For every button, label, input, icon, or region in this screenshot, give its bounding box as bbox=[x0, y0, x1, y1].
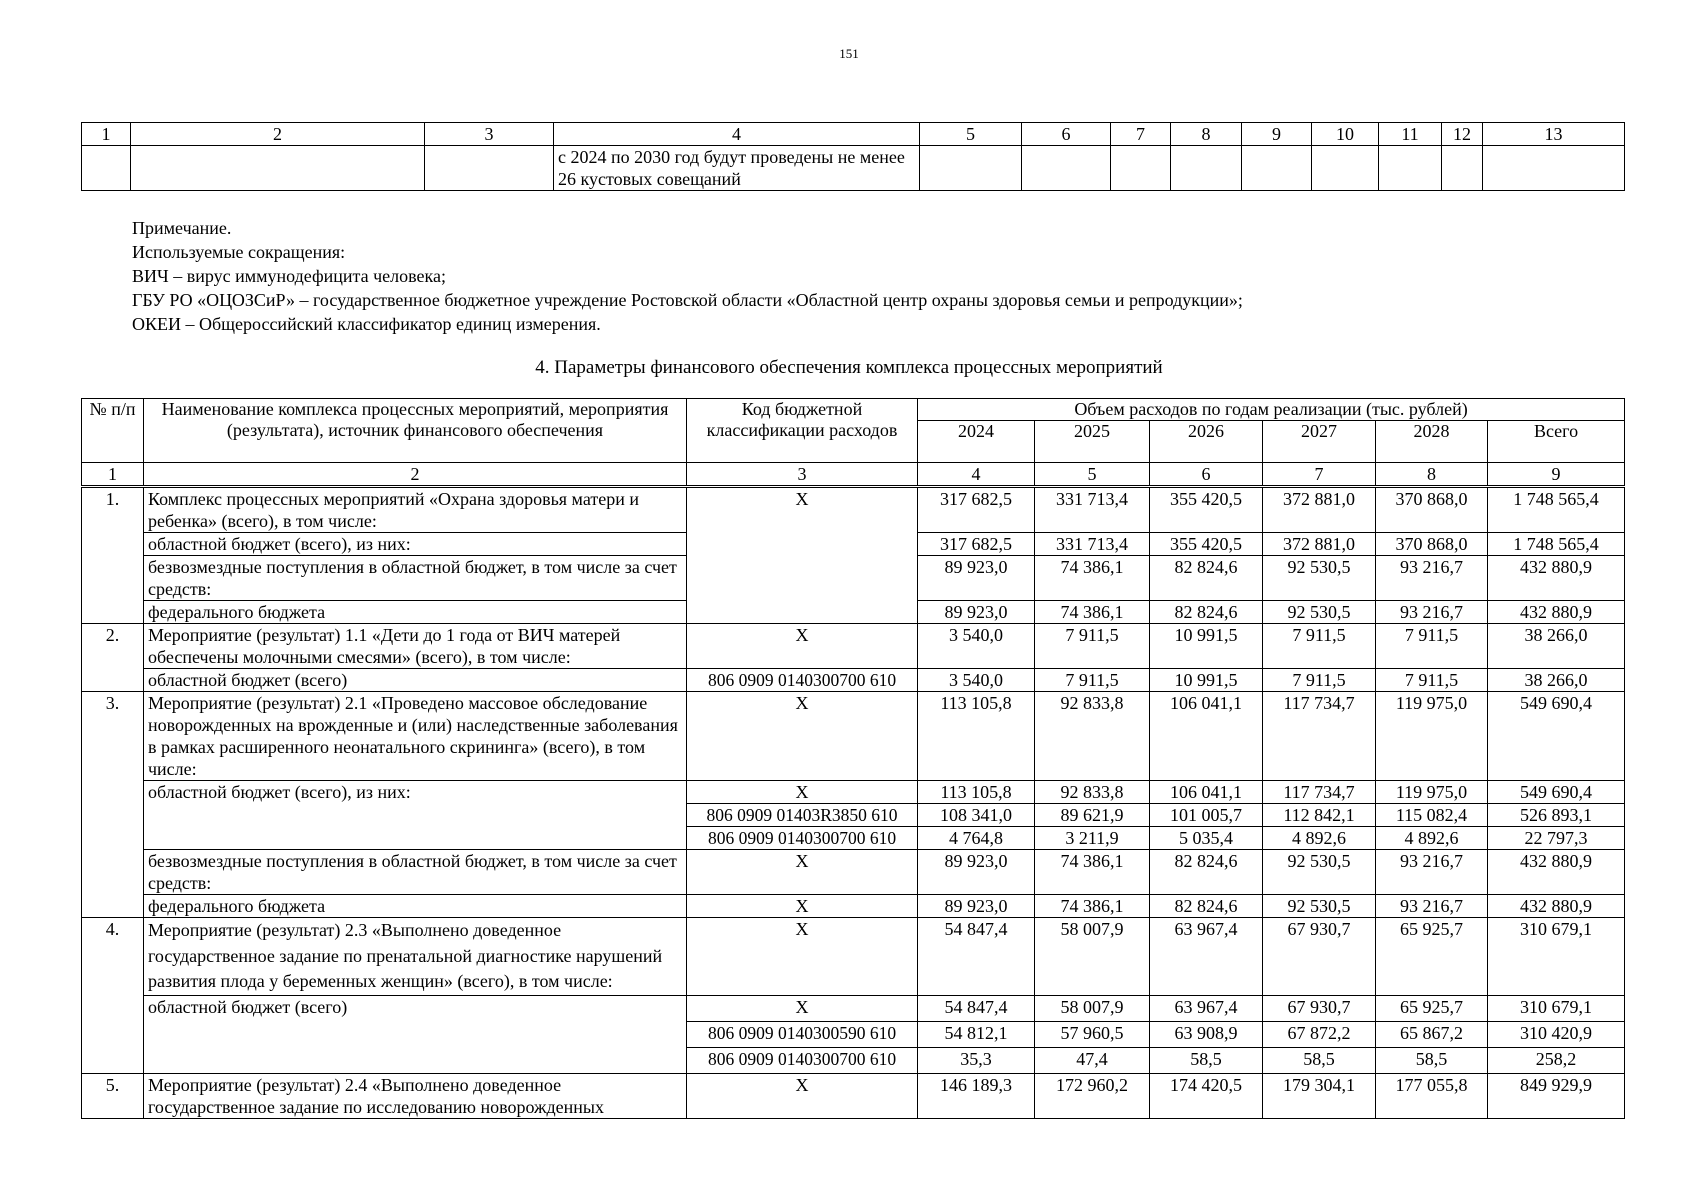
total-cell: 310 679,1 bbox=[1488, 918, 1625, 996]
result-text-cell: с 2024 по 2030 год будут проведены не менее 26 кустовых совещаний bbox=[554, 146, 920, 191]
row-code: Х bbox=[687, 995, 918, 1021]
row-code: 806 0909 0140300700 610 bbox=[687, 1047, 918, 1073]
value-cell: 112 842,1 bbox=[1263, 804, 1376, 827]
value-cell: 355 420,5 bbox=[1150, 533, 1263, 556]
cell bbox=[1022, 146, 1111, 191]
row-name: Мероприятие (результат) 2.4 «Выполнено доведенное государственное задание по исследованию новорожденных bbox=[144, 1073, 687, 1118]
value-cell: 3 540,0 bbox=[918, 624, 1035, 669]
table-row bbox=[82, 895, 1625, 918]
row-number: 3. bbox=[82, 692, 144, 918]
note-line: Используемые сокращения: bbox=[132, 242, 346, 262]
column-number: 7 bbox=[1111, 123, 1171, 146]
row-code: Х bbox=[687, 1073, 918, 1118]
table-row bbox=[82, 850, 1625, 895]
value-cell: 113 105,8 bbox=[918, 692, 1035, 781]
column-number: 11 bbox=[1379, 123, 1442, 146]
value-cell: 74 386,1 bbox=[1035, 556, 1150, 601]
column-index: 8 bbox=[1376, 463, 1488, 487]
cell bbox=[425, 146, 554, 191]
value-cell: 63 908,9 bbox=[1150, 1021, 1263, 1047]
value-cell: 370 868,0 bbox=[1376, 533, 1488, 556]
value-cell: 4 892,6 bbox=[1263, 827, 1376, 850]
value-cell: 355 420,5 bbox=[1150, 487, 1263, 533]
value-cell: 108 341,0 bbox=[918, 804, 1035, 827]
value-cell: 74 386,1 bbox=[1035, 601, 1150, 624]
cell bbox=[1111, 146, 1171, 191]
total-cell: 22 797,3 bbox=[1488, 827, 1625, 850]
value-cell: 106 041,1 bbox=[1150, 692, 1263, 781]
value-cell: 4 892,6 bbox=[1376, 827, 1488, 850]
value-cell: 92 530,5 bbox=[1263, 850, 1376, 895]
value-cell: 65 925,7 bbox=[1376, 918, 1488, 996]
value-cell: 101 005,7 bbox=[1150, 804, 1263, 827]
value-cell: 117 734,7 bbox=[1263, 781, 1376, 804]
column-number: 13 bbox=[1483, 123, 1625, 146]
value-cell: 82 824,6 bbox=[1150, 601, 1263, 624]
note-line: ГБУ РО «ОЦОЗСиР» – государственное бюджетное учреждение Ростовской области «Областной центр охраны здоровья семьи и репродукции»; bbox=[132, 290, 1243, 310]
value-cell: 65 925,7 bbox=[1376, 995, 1488, 1021]
value-cell: 146 189,3 bbox=[918, 1073, 1035, 1118]
value-cell: 74 386,1 bbox=[1035, 895, 1150, 918]
financial-table bbox=[81, 398, 1625, 1119]
column-index: 6 bbox=[1150, 463, 1263, 487]
value-cell: 92 530,5 bbox=[1263, 895, 1376, 918]
table-row bbox=[82, 1073, 1625, 1118]
value-cell: 65 867,2 bbox=[1376, 1021, 1488, 1047]
value-cell: 93 216,7 bbox=[1376, 556, 1488, 601]
value-cell: 3 540,0 bbox=[918, 669, 1035, 692]
column-number: 8 bbox=[1171, 123, 1242, 146]
column-index: 9 bbox=[1488, 463, 1625, 487]
note-heading: Примечание. bbox=[132, 218, 232, 238]
total-cell: 1 748 565,4 bbox=[1488, 487, 1625, 533]
cell bbox=[1442, 146, 1483, 191]
column-index: 2 bbox=[144, 463, 687, 487]
row-name: областной бюджет (всего) bbox=[144, 669, 687, 692]
value-cell: 372 881,0 bbox=[1263, 533, 1376, 556]
value-cell: 5 035,4 bbox=[1150, 827, 1263, 850]
value-cell: 47,4 bbox=[1035, 1047, 1150, 1073]
total-cell: 526 893,1 bbox=[1488, 804, 1625, 827]
notes-block bbox=[132, 216, 1243, 336]
value-cell: 317 682,5 bbox=[918, 533, 1035, 556]
header-total: Всего bbox=[1488, 421, 1625, 463]
value-cell: 92 833,8 bbox=[1035, 692, 1150, 781]
continuation-header-row bbox=[82, 123, 1625, 146]
column-number: 12 bbox=[1442, 123, 1483, 146]
value-cell: 7 911,5 bbox=[1376, 624, 1488, 669]
header-year: 2025 bbox=[1035, 421, 1150, 463]
row-code: Х bbox=[687, 692, 918, 781]
cell bbox=[82, 146, 131, 191]
value-cell: 67 930,7 bbox=[1263, 995, 1376, 1021]
total-cell: 849 929,9 bbox=[1488, 1073, 1625, 1118]
cell bbox=[1312, 146, 1379, 191]
value-cell: 58,5 bbox=[1263, 1047, 1376, 1073]
value-cell: 35,3 bbox=[918, 1047, 1035, 1073]
value-cell: 113 105,8 bbox=[918, 781, 1035, 804]
column-index: 3 bbox=[687, 463, 918, 487]
row-name: Комплекс процессных мероприятий «Охрана здоровья матери и ребенка» (всего), в том числе: bbox=[144, 487, 687, 533]
header-year: 2027 bbox=[1263, 421, 1376, 463]
cell bbox=[131, 146, 425, 191]
value-cell: 74 386,1 bbox=[1035, 850, 1150, 895]
row-name: Мероприятие (результат) 2.3 «Выполнено доведенное государственное задание по пренатальной диагностике нарушений развития плода у беременных женщин» (всего), в том числе: bbox=[144, 918, 687, 996]
total-cell: 549 690,4 bbox=[1488, 692, 1625, 781]
value-cell: 317 682,5 bbox=[918, 487, 1035, 533]
row-code: Х bbox=[687, 850, 918, 895]
row-name: Мероприятие (результат) 2.1 «Проведено массовое обследование новорожденных на врожденные и (или) наследственные заболевания в рамках расширенного неонатального скрининга» (всего), в том числе: bbox=[144, 692, 687, 781]
header-code: Код бюджетной классификации расходов bbox=[687, 399, 918, 463]
total-cell: 432 880,9 bbox=[1488, 895, 1625, 918]
value-cell: 4 764,8 bbox=[918, 827, 1035, 850]
value-cell: 172 960,2 bbox=[1035, 1073, 1150, 1118]
table-row bbox=[82, 624, 1625, 669]
value-cell: 117 734,7 bbox=[1263, 692, 1376, 781]
value-cell: 58 007,9 bbox=[1035, 995, 1150, 1021]
value-cell: 92 833,8 bbox=[1035, 781, 1150, 804]
row-code: 806 0909 0140300700 610 bbox=[687, 669, 918, 692]
row-number: 5. bbox=[82, 1073, 144, 1118]
continuation-table bbox=[81, 122, 1625, 191]
value-cell: 54 812,1 bbox=[918, 1021, 1035, 1047]
cell bbox=[1171, 146, 1242, 191]
column-number: 9 bbox=[1242, 123, 1312, 146]
value-cell: 331 713,4 bbox=[1035, 533, 1150, 556]
row-name: федерального бюджета bbox=[144, 601, 687, 624]
column-index: 5 bbox=[1035, 463, 1150, 487]
total-cell: 432 880,9 bbox=[1488, 556, 1625, 601]
value-cell: 93 216,7 bbox=[1376, 895, 1488, 918]
table-row bbox=[82, 995, 1625, 1021]
row-code: 806 0909 0140300590 610 bbox=[687, 1021, 918, 1047]
column-number: 10 bbox=[1312, 123, 1379, 146]
value-cell: 7 911,5 bbox=[1263, 669, 1376, 692]
row-name: федерального бюджета bbox=[144, 895, 687, 918]
value-cell: 179 304,1 bbox=[1263, 1073, 1376, 1118]
value-cell: 54 847,4 bbox=[918, 995, 1035, 1021]
value-cell: 370 868,0 bbox=[1376, 487, 1488, 533]
total-cell: 310 679,1 bbox=[1488, 995, 1625, 1021]
header-year: 2024 bbox=[918, 421, 1035, 463]
value-cell: 10 991,5 bbox=[1150, 624, 1263, 669]
section-title: 4. Параметры финансового обеспечения комплекса процессных мероприятий bbox=[535, 357, 1163, 378]
value-cell: 177 055,8 bbox=[1376, 1073, 1488, 1118]
column-index: 1 bbox=[82, 463, 144, 487]
value-cell: 372 881,0 bbox=[1263, 487, 1376, 533]
cell bbox=[1379, 146, 1442, 191]
value-cell: 58,5 bbox=[1150, 1047, 1263, 1073]
row-name: безвозмездные поступления в областной бюджет, в том числе за счет средств: bbox=[144, 850, 687, 895]
column-index: 4 bbox=[918, 463, 1035, 487]
row-name: областной бюджет (всего), из них: bbox=[144, 533, 687, 556]
table-row bbox=[82, 487, 1625, 533]
value-cell: 58 007,9 bbox=[1035, 918, 1150, 996]
total-cell: 1 748 565,4 bbox=[1488, 533, 1625, 556]
value-cell: 7 911,5 bbox=[1376, 669, 1488, 692]
row-number: 1. bbox=[82, 487, 144, 624]
value-cell: 3 211,9 bbox=[1035, 827, 1150, 850]
value-cell: 67 872,2 bbox=[1263, 1021, 1376, 1047]
row-code: 806 0909 0140300700 610 bbox=[687, 827, 918, 850]
row-code: Х bbox=[687, 781, 918, 804]
value-cell: 7 911,5 bbox=[1263, 624, 1376, 669]
value-cell: 93 216,7 bbox=[1376, 601, 1488, 624]
table-row bbox=[82, 669, 1625, 692]
table-row bbox=[82, 918, 1625, 996]
row-code: Х bbox=[687, 487, 918, 624]
table-row bbox=[82, 692, 1625, 781]
continuation-row bbox=[82, 146, 1625, 191]
value-cell: 119 975,0 bbox=[1376, 692, 1488, 781]
row-code: Х bbox=[687, 918, 918, 996]
row-name: Мероприятие (результат) 1.1 «Дети до 1 года от ВИЧ матерей обеспечены молочными смесями» (всего), в том числе: bbox=[144, 624, 687, 669]
column-number: 5 bbox=[920, 123, 1022, 146]
value-cell: 92 530,5 bbox=[1263, 556, 1376, 601]
value-cell: 63 967,4 bbox=[1150, 918, 1263, 996]
header-row bbox=[82, 399, 1625, 421]
row-code: Х bbox=[687, 624, 918, 669]
value-cell: 67 930,7 bbox=[1263, 918, 1376, 996]
header-year: 2028 bbox=[1376, 421, 1488, 463]
table-row bbox=[82, 781, 1625, 804]
value-cell: 89 923,0 bbox=[918, 556, 1035, 601]
value-cell: 119 975,0 bbox=[1376, 781, 1488, 804]
note-line: ВИЧ – вирус иммунодефицита человека; bbox=[132, 266, 446, 286]
total-cell: 38 266,0 bbox=[1488, 669, 1625, 692]
total-cell: 258,2 bbox=[1488, 1047, 1625, 1073]
row-code: 806 0909 01403R3850 610 bbox=[687, 804, 918, 827]
header-volume: Объем расходов по годам реализации (тыс. рублей) bbox=[918, 399, 1625, 421]
cell bbox=[1483, 146, 1625, 191]
row-number: 4. bbox=[82, 918, 144, 1074]
column-number: 4 bbox=[554, 123, 920, 146]
header-name: Наименование комплекса процессных мероприятий, мероприятия (результата), источник финансового обеспечения bbox=[144, 399, 687, 463]
value-cell: 82 824,6 bbox=[1150, 895, 1263, 918]
value-cell: 58,5 bbox=[1376, 1047, 1488, 1073]
column-number: 6 bbox=[1022, 123, 1111, 146]
header-year: 2026 bbox=[1150, 421, 1263, 463]
value-cell: 89 923,0 bbox=[918, 850, 1035, 895]
value-cell: 331 713,4 bbox=[1035, 487, 1150, 533]
value-cell: 106 041,1 bbox=[1150, 781, 1263, 804]
value-cell: 92 530,5 bbox=[1263, 601, 1376, 624]
total-cell: 310 420,9 bbox=[1488, 1021, 1625, 1047]
row-name: безвозмездные поступления в областной бюджет, в том числе за счет средств: bbox=[144, 556, 687, 601]
column-number: 1 bbox=[82, 123, 131, 146]
header-num: № п/п bbox=[82, 399, 144, 463]
value-cell: 82 824,6 bbox=[1150, 850, 1263, 895]
total-cell: 549 690,4 bbox=[1488, 781, 1625, 804]
row-code: Х bbox=[687, 895, 918, 918]
value-cell: 7 911,5 bbox=[1035, 624, 1150, 669]
total-cell: 432 880,9 bbox=[1488, 601, 1625, 624]
page-number: 151 bbox=[839, 46, 859, 61]
value-cell: 93 216,7 bbox=[1376, 850, 1488, 895]
total-cell: 38 266,0 bbox=[1488, 624, 1625, 669]
value-cell: 82 824,6 bbox=[1150, 556, 1263, 601]
row-name: областной бюджет (всего), из них: bbox=[144, 781, 687, 850]
value-cell: 174 420,5 bbox=[1150, 1073, 1263, 1118]
value-cell: 54 847,4 bbox=[918, 918, 1035, 996]
total-cell: 432 880,9 bbox=[1488, 850, 1625, 895]
value-cell: 89 621,9 bbox=[1035, 804, 1150, 827]
value-cell: 7 911,5 bbox=[1035, 669, 1150, 692]
column-number: 2 bbox=[131, 123, 425, 146]
column-index-row bbox=[82, 463, 1625, 487]
value-cell: 57 960,5 bbox=[1035, 1021, 1150, 1047]
value-cell: 89 923,0 bbox=[918, 895, 1035, 918]
value-cell: 63 967,4 bbox=[1150, 995, 1263, 1021]
row-number: 2. bbox=[82, 624, 144, 692]
value-cell: 89 923,0 bbox=[918, 601, 1035, 624]
row-name: областной бюджет (всего) bbox=[144, 995, 687, 1073]
column-index: 7 bbox=[1263, 463, 1376, 487]
note-line: ОКЕИ – Общероссийский классификатор единиц измерения. bbox=[132, 314, 601, 334]
cell bbox=[1242, 146, 1312, 191]
cell bbox=[920, 146, 1022, 191]
value-cell: 10 991,5 bbox=[1150, 669, 1263, 692]
column-number: 3 bbox=[425, 123, 554, 146]
value-cell: 115 082,4 bbox=[1376, 804, 1488, 827]
